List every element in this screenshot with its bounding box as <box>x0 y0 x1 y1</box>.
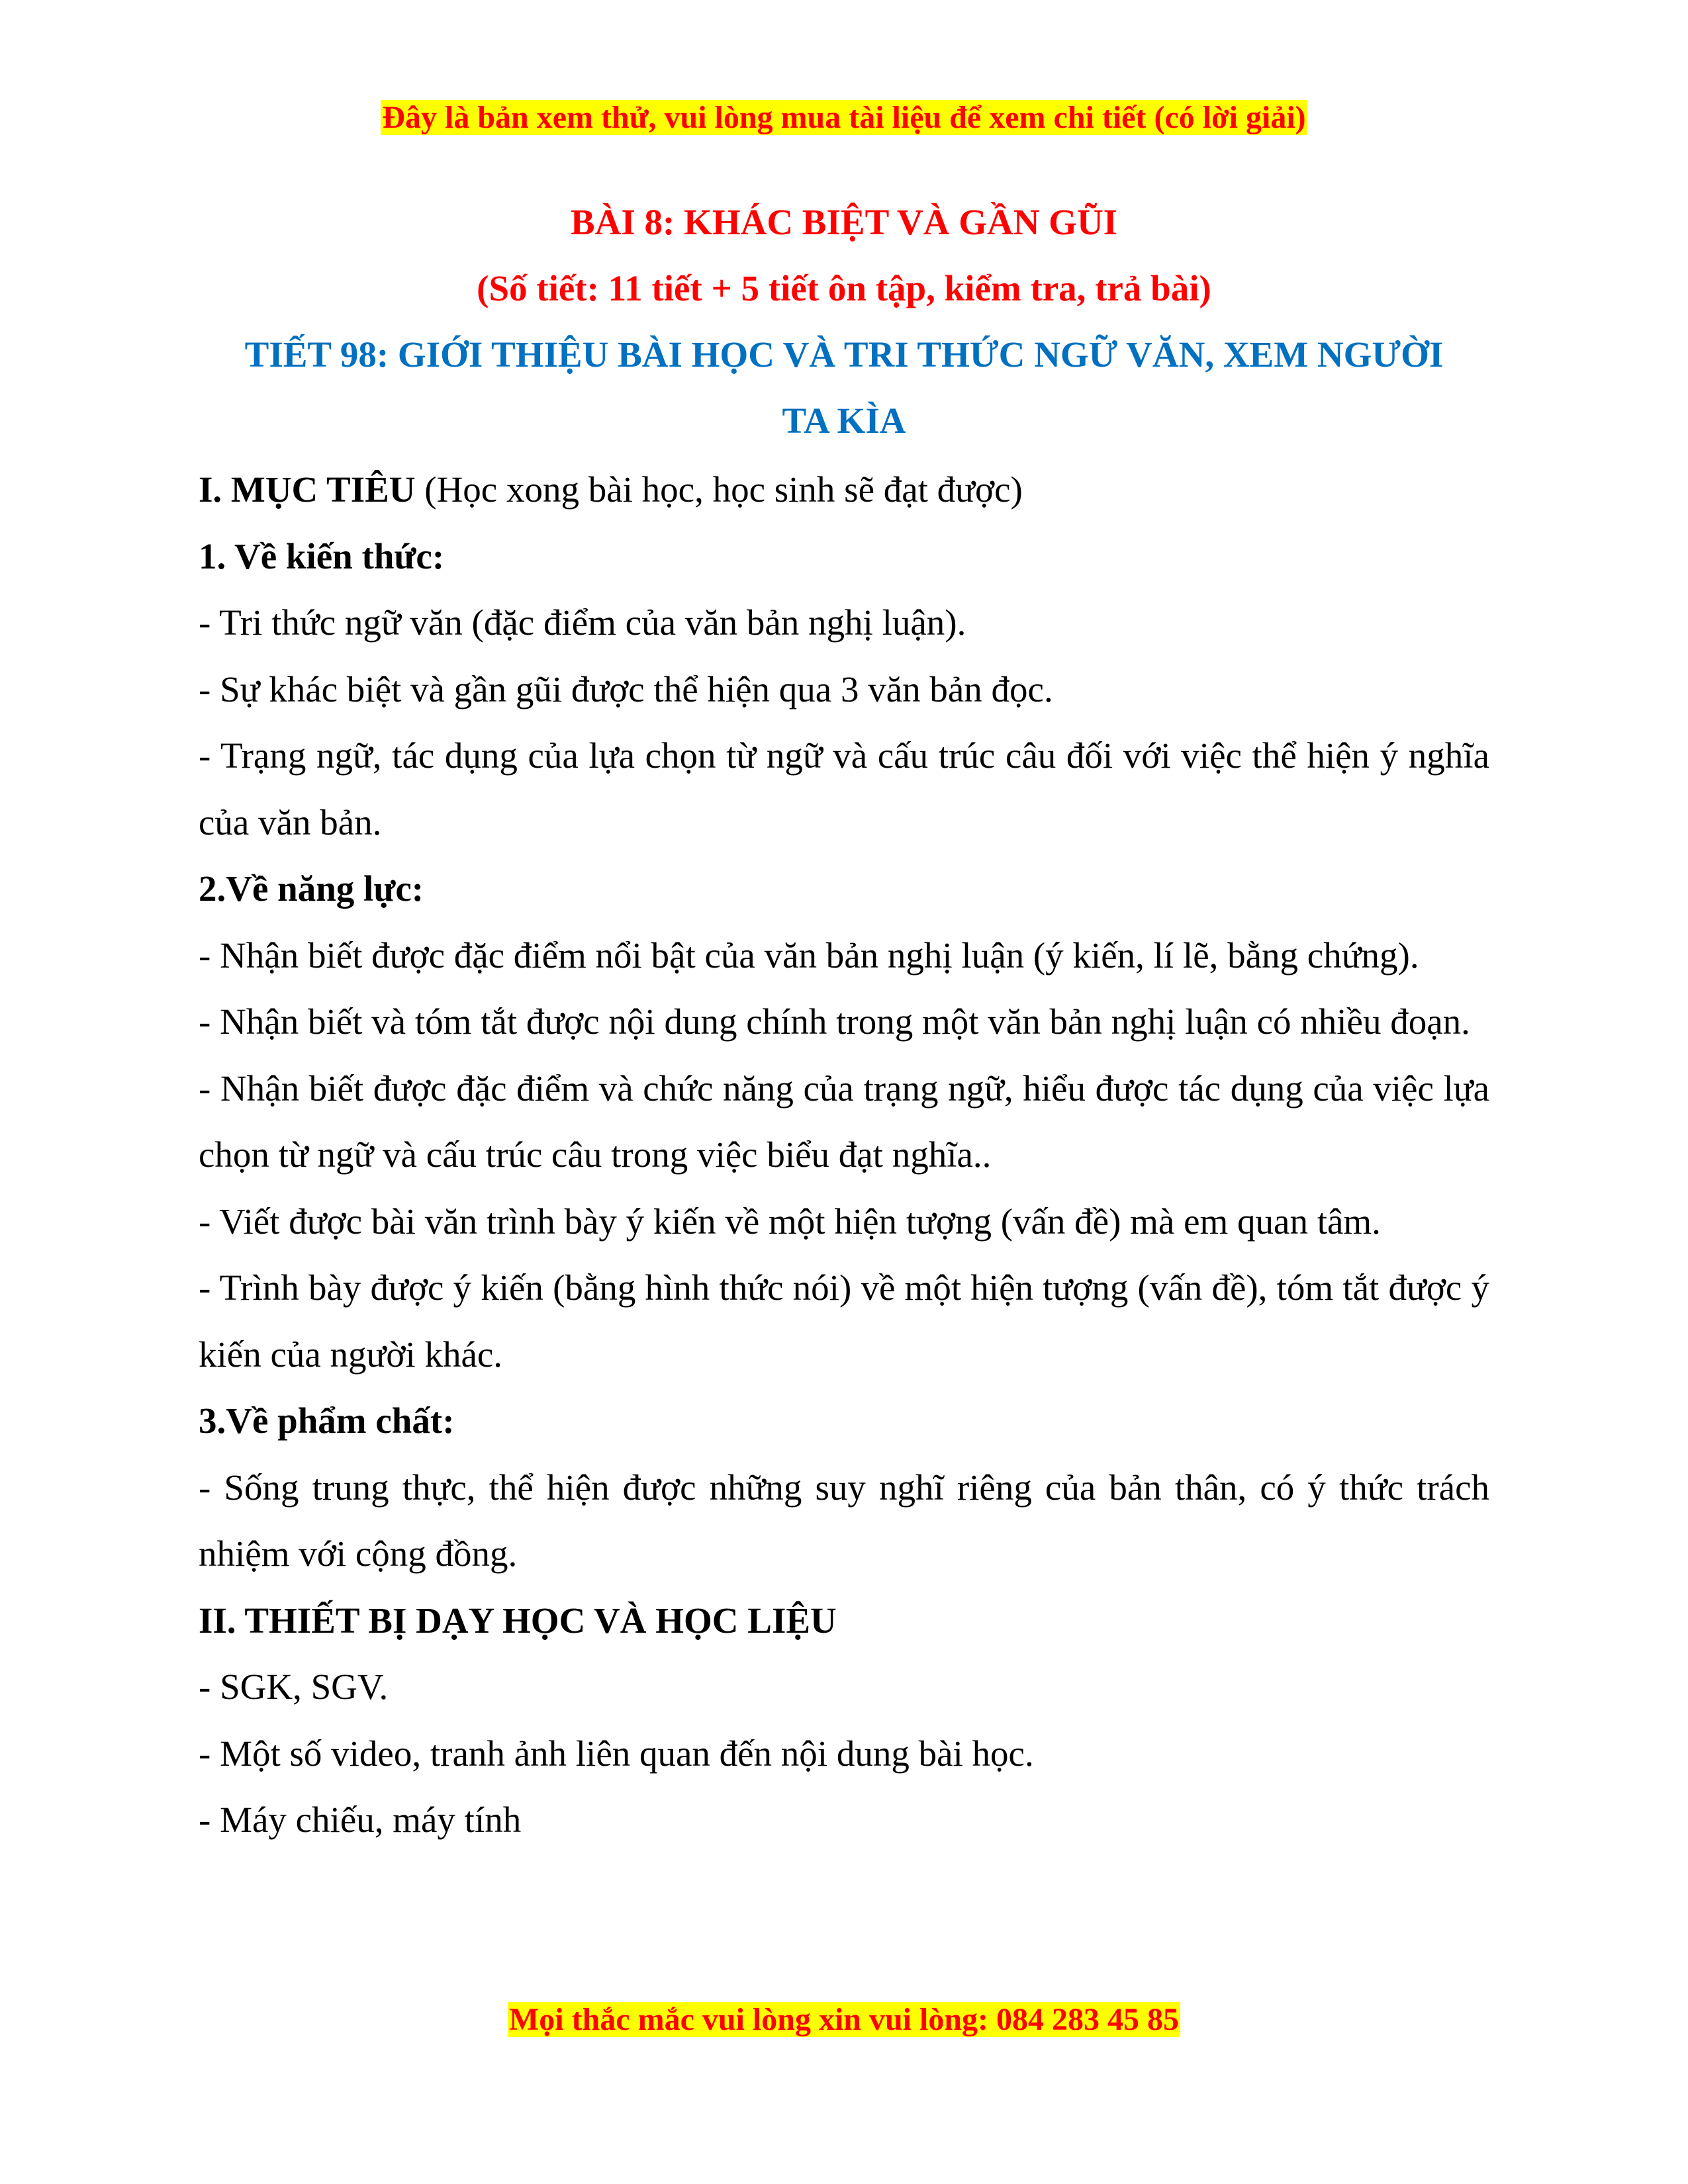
quality-heading: 3.Về phẩm chất: <box>199 1400 455 1441</box>
section-1-note: (Học xong bài học, học sinh sẽ đạt được) <box>415 469 1023 510</box>
contact-notice-banner <box>0 1999 1688 2041</box>
knowledge-item-2: - Sự khác biệt và gần gũi được thể hiện qua 3 văn bản đọc. <box>199 668 1053 709</box>
ability-heading: 2.Về năng lực: <box>199 868 424 909</box>
preview-notice-banner <box>0 97 1688 139</box>
lesson-title-line-2: TA KÌA <box>782 400 906 441</box>
section-1-heading: I. MỤC TIÊU <box>199 469 416 510</box>
preview-notice-text: Đây là bản xem thử, vui lòng mua tài liệu để xem chi tiết (có lời giải) <box>382 100 1306 135</box>
equipment-item-1: - SGK, SGV. <box>199 1666 389 1707</box>
quality-item-1: - Sống trung thực, thể hiện được những suy nghĩ riêng của bản thân, có ý thức trách nhiệm với cộng đồng. <box>199 1467 1489 1574</box>
ability-item-4: - Viết được bài văn trình bày ý kiến về một hiện tượng (vấn đề) mà em quan tâm. <box>199 1201 1381 1242</box>
contact-notice-text: Mọi thắc mắc vui lòng xin vui lòng: 084 283 45 85 <box>508 2002 1180 2037</box>
section-1-heading-line <box>199 457 1489 523</box>
document-body <box>199 457 1489 1854</box>
section-2-heading: II. THIẾT BỊ DẠY HỌC VÀ HỌC LIỆU <box>199 1600 837 1641</box>
knowledge-item-3: - Trạng ngữ, tác dụng của lựa chọn từ ngữ và cấu trúc câu đối với việc thể hiện ý nghĩa của văn bản. <box>199 735 1489 842</box>
lesson-unit-title: BÀI 8: KHÁC BIỆT VÀ GẦN GŨI <box>570 202 1118 242</box>
ability-item-1: - Nhận biết được đặc điểm nổi bật của văn bản nghị luận (ý kiến, lí lẽ, bằng chứng). <box>199 934 1419 976</box>
lesson-title-line-1: TIẾT 98: GIỚI THIỆU BÀI HỌC VÀ TRI THỨC NGỮ VĂN, XEM NGƯỜI <box>244 334 1444 375</box>
knowledge-heading: 1. Về kiến thức: <box>199 535 445 576</box>
ability-item-5: - Trình bày được ý kiến (bằng hình thức nói) về một hiện tượng (vấn đề), tóm tắt được ý kiến của người khác. <box>199 1267 1489 1375</box>
equipment-item-3: - Máy chiếu, máy tính <box>199 1799 522 1840</box>
knowledge-item-1: - Tri thức ngữ văn (đặc điểm của văn bản nghị luận). <box>199 602 966 643</box>
lesson-unit-subtitle: (Số tiết: 11 tiết + 5 tiết ôn tập, kiểm tra, trả bài) <box>477 268 1211 308</box>
equipment-item-2: - Một số video, tranh ảnh liên quan đến nội dung bài học. <box>199 1733 1034 1774</box>
ability-item-2: - Nhận biết và tóm tắt được nội dung chính trong một văn bản nghị luận có nhiều đoạn. <box>199 1001 1470 1042</box>
ability-item-3: - Nhận biết được đặc điểm và chức năng của trạng ngữ, hiểu được tác dụng của việc lựa chọn từ ngữ và cấu trúc câu trong việc biểu đạt nghĩa.. <box>199 1068 1489 1175</box>
